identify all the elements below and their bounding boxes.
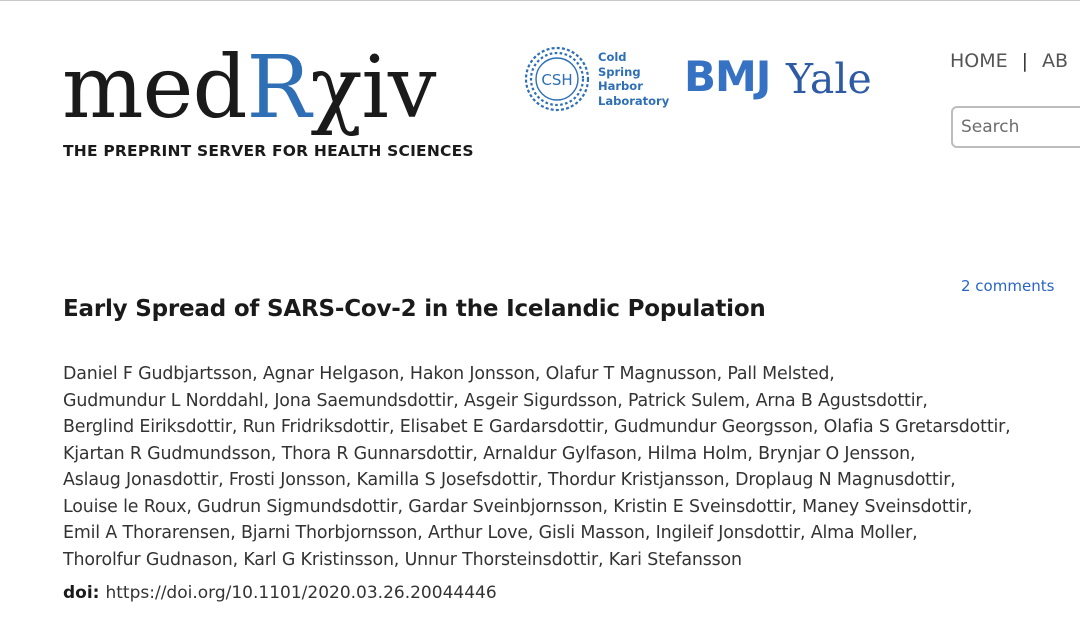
doi-label: doi: (63, 583, 100, 603)
logo-text-med: med (62, 38, 247, 138)
csh-badge-text: CSH (541, 71, 573, 89)
doi-row (63, 583, 497, 603)
author-list (63, 361, 1063, 573)
doi-link[interactable]: https://doi.org/10.1101/2020.03.26.20044446 (105, 583, 497, 603)
csh-name-line: Harbor (598, 79, 643, 93)
top-nav (950, 50, 1068, 72)
author-line: Thorolfur Gudnason, Karl G Kristinsson, Unnur Thorsteinsdottir, Kari Stefansson (63, 549, 742, 570)
logo-text-chiv: χiv (310, 38, 436, 138)
csh-logo[interactable] (522, 44, 668, 114)
yale-logo[interactable]: Yale (786, 55, 872, 103)
author-line: Daniel F Gudbjartsson, Agnar Helgason, Hakon Jonsson, Olafur T Magnusson, Pall Melsted, (63, 364, 835, 384)
medrxiv-logo[interactable] (62, 38, 474, 168)
csh-name-line: Cold (598, 50, 627, 64)
csh-name-line: Spring (598, 64, 641, 79)
nav-home-link[interactable]: HOME (950, 50, 1008, 72)
csh-name-line: Laboratory (598, 93, 670, 108)
nav-about-link[interactable]: AB (1042, 50, 1069, 72)
logo-tagline: THE PREPRINT SERVER FOR HEALTH SCIENCES (63, 142, 474, 160)
author-line: Emil A Thorarensen, Bjarni Thorbjornsson, Arthur Love, Gisli Masson, Ingileif Jonsdottir, Alma Moller, (63, 523, 918, 543)
csh-dna-ring-icon (522, 44, 592, 114)
csh-name (598, 50, 669, 108)
author-line: Louise le Roux, Gudrun Sigmundsdottir, Gardar Sveinbjornsson, Kristin E Sveinsdottir, Maney Sveinsdottir, (63, 496, 973, 517)
author-line: Aslaug Jonasdottir, Frosti Jonsson, Kamilla S Josefsdottir, Thordur Kristjansson, Droplaug N Magnusdottir, (63, 470, 956, 490)
nav-separator: | (1021, 50, 1029, 72)
author-line: Gudmundur L Norddahl, Jona Saemundsdottir, Asgeir Sigurdsson, Patrick Sulem, Arna B Agustsdottir, (63, 390, 928, 411)
author-line: Berglind Eiriksdottir, Run Fridriksdottir, Elisabet E Gardarsdottir, Gudmundur Georgsson, Olafia S Gretarsdottir, (63, 417, 1011, 437)
search-input[interactable] (951, 106, 1080, 148)
author-line: Kjartan R Gudmundsson, Thora R Gunnarsdottir, Arnaldur Gylfason, Hilma Holm, Brynjar O Jensson, (63, 443, 916, 464)
article-title: Early Spread of SARS-Cov-2 in the Icelandic Population (63, 296, 766, 322)
top-border (0, 0, 1080, 1)
logo-text-r: R (246, 38, 311, 138)
comments-link[interactable]: 2 comments (961, 277, 1055, 295)
bmj-logo[interactable]: BMJ (684, 52, 771, 101)
logo-wordmark (62, 38, 435, 138)
